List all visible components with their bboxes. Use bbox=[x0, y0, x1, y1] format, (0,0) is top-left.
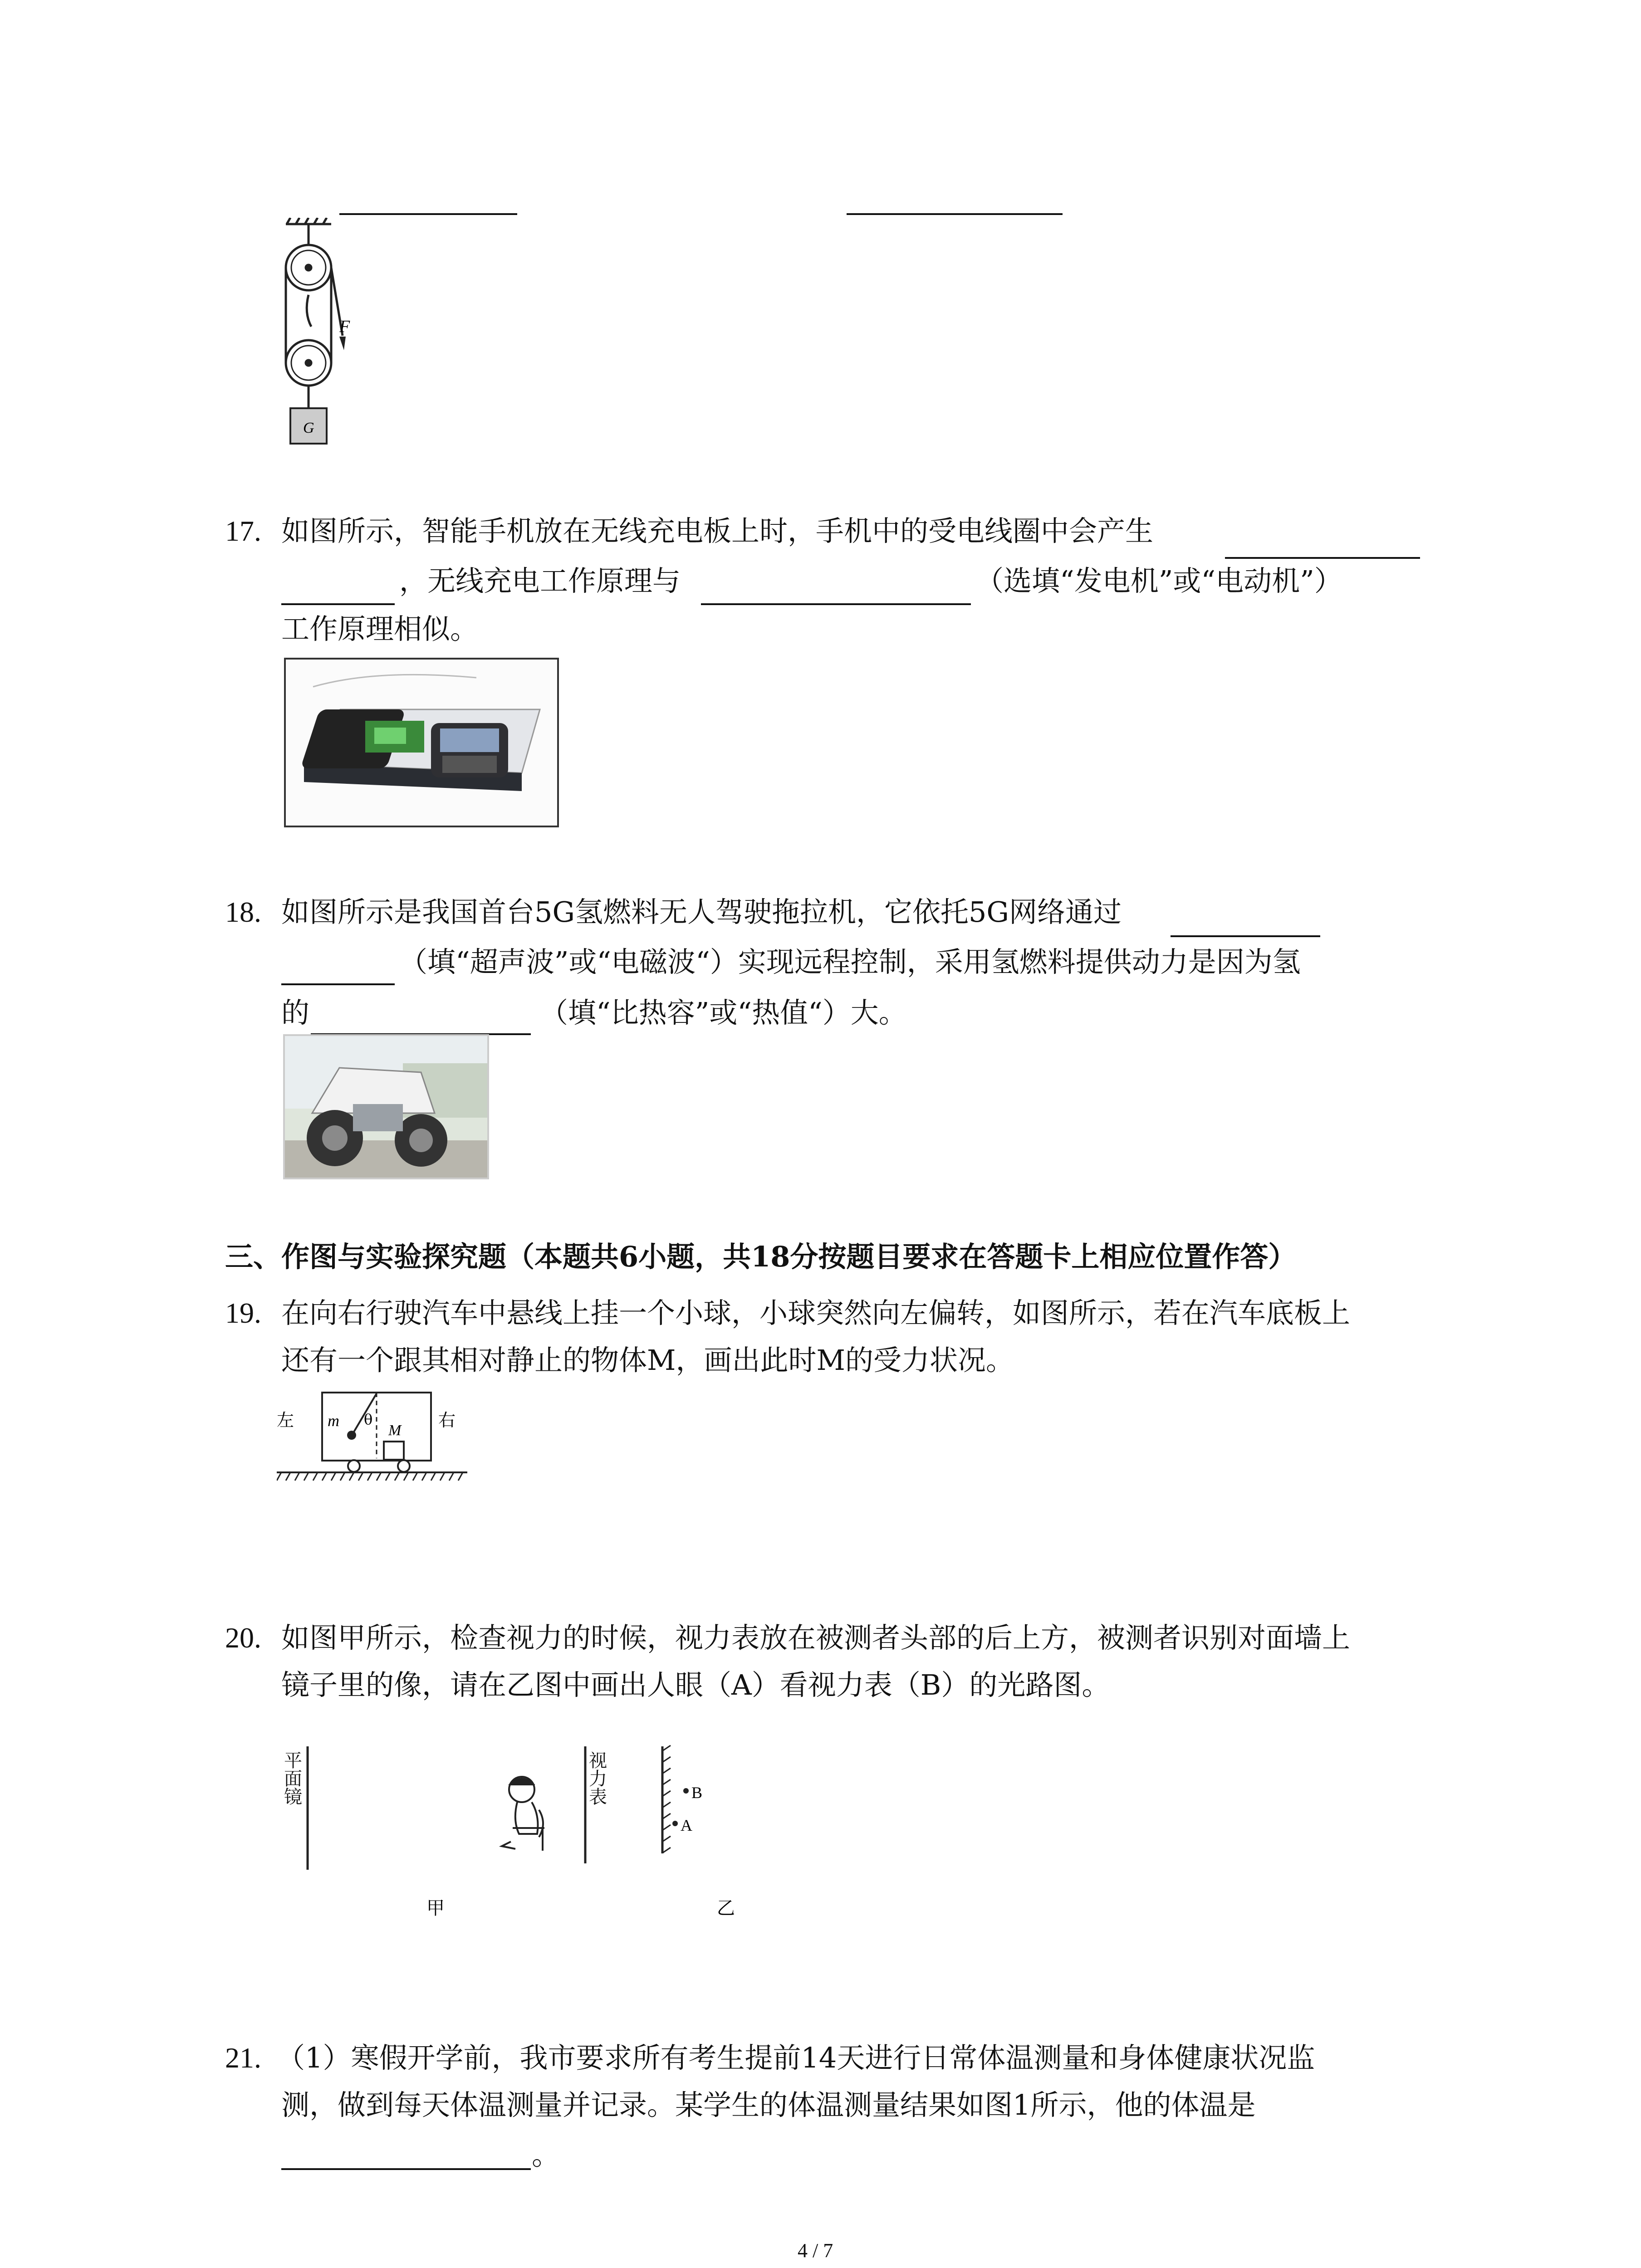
question-18-line3a: 的 bbox=[281, 996, 310, 1029]
question-17-line2a: ，无线充电工作原理与 bbox=[399, 564, 681, 597]
question-20-line1: 如图甲所示，检查视力的时候，视力表放在被测者头部的后上方，被测者识别对面墙上 bbox=[281, 1621, 1351, 1654]
question-19-line1: 在向右行驶汽车中悬线上挂一个小球，小球突然向左偏转，如图所示，若在汽车底板上 bbox=[281, 1296, 1351, 1330]
tractor-photo bbox=[283, 1034, 489, 1179]
answer-blank bbox=[847, 213, 1063, 215]
angle-label: θ bbox=[364, 1411, 373, 1428]
answer-blank bbox=[281, 603, 395, 605]
ball-mass-label: m bbox=[328, 1412, 339, 1430]
point-a-label: A bbox=[681, 1816, 692, 1834]
question-17-line1: 如图所示，智能手机放在无线充电板上时，手机中的受电线圈中会产生 bbox=[281, 514, 1154, 547]
eye-chart-label: 视力表 bbox=[589, 1750, 607, 1808]
page-number: 4 / 7 bbox=[798, 2239, 833, 2262]
question-21-line2: 测，做到每天体温测量并记录。某学生的体温测量结果如图1所示，他的体温是 bbox=[281, 2088, 1256, 2121]
section-heading: 三、作图与实验探究题（本题共6小题，共18分按题目要求在答题卡上相应位置作答） bbox=[225, 1240, 1297, 1273]
question-21-line3: 。 bbox=[532, 2138, 560, 2171]
question-20-line2: 镜子里的像，请在乙图中画出人眼（A）看视力表（B）的光路图。 bbox=[281, 1668, 1110, 1701]
left-label: 左 bbox=[277, 1410, 294, 1430]
answer-blank bbox=[1171, 935, 1320, 937]
answer-blank bbox=[281, 2168, 531, 2170]
pulley-figure bbox=[272, 218, 381, 454]
caption-right: 乙 bbox=[717, 1898, 735, 1919]
right-label: 右 bbox=[438, 1410, 456, 1430]
question-17-number: 17. bbox=[225, 515, 261, 547]
caption-left: 甲 bbox=[426, 1898, 445, 1919]
question-21-line1: （1）寒假开学前，我市要求所有考生提前14天进行日常体温测量和身体健康状况监 bbox=[277, 2041, 1315, 2074]
answer-blank bbox=[701, 603, 971, 605]
answer-blank bbox=[339, 213, 517, 215]
question-18-line1: 如图所示是我国首台5G氢燃料无人驾驶拖拉机，它依托5G网络通过 bbox=[281, 895, 1122, 929]
question-18-number: 18. bbox=[225, 896, 261, 928]
wireless-charger-photo bbox=[284, 658, 559, 827]
question-18-line3b: （填“比热容”或“热值“）大。 bbox=[540, 996, 907, 1029]
eye-test-diagram bbox=[272, 1742, 789, 1919]
question-19-line2: 还有一个跟其相对静止的物体M，画出此时M的受力状况。 bbox=[281, 1344, 1014, 1377]
question-18-line2: （填“超声波”或“电磁波“）实现远程控制，采用氢燃料提供动力是因为氢 bbox=[399, 945, 1301, 978]
mirror-label: 平面镜 bbox=[284, 1750, 302, 1808]
question-17-line3: 工作原理相似。 bbox=[281, 612, 479, 645]
answer-blank bbox=[1225, 557, 1420, 559]
question-20-number: 20. bbox=[225, 1622, 261, 1654]
question-17-line2b: （选填“发电机”或“电动机”） bbox=[975, 564, 1342, 597]
answer-blank bbox=[281, 983, 395, 985]
force-label: F bbox=[339, 317, 350, 336]
weight-label: G bbox=[303, 420, 314, 436]
question-21-number: 21. bbox=[225, 2042, 261, 2074]
question-19-number: 19. bbox=[225, 1297, 261, 1329]
block-label: M bbox=[388, 1422, 402, 1439]
point-b-label: B bbox=[691, 1784, 703, 1802]
car-diagram bbox=[277, 1388, 472, 1483]
